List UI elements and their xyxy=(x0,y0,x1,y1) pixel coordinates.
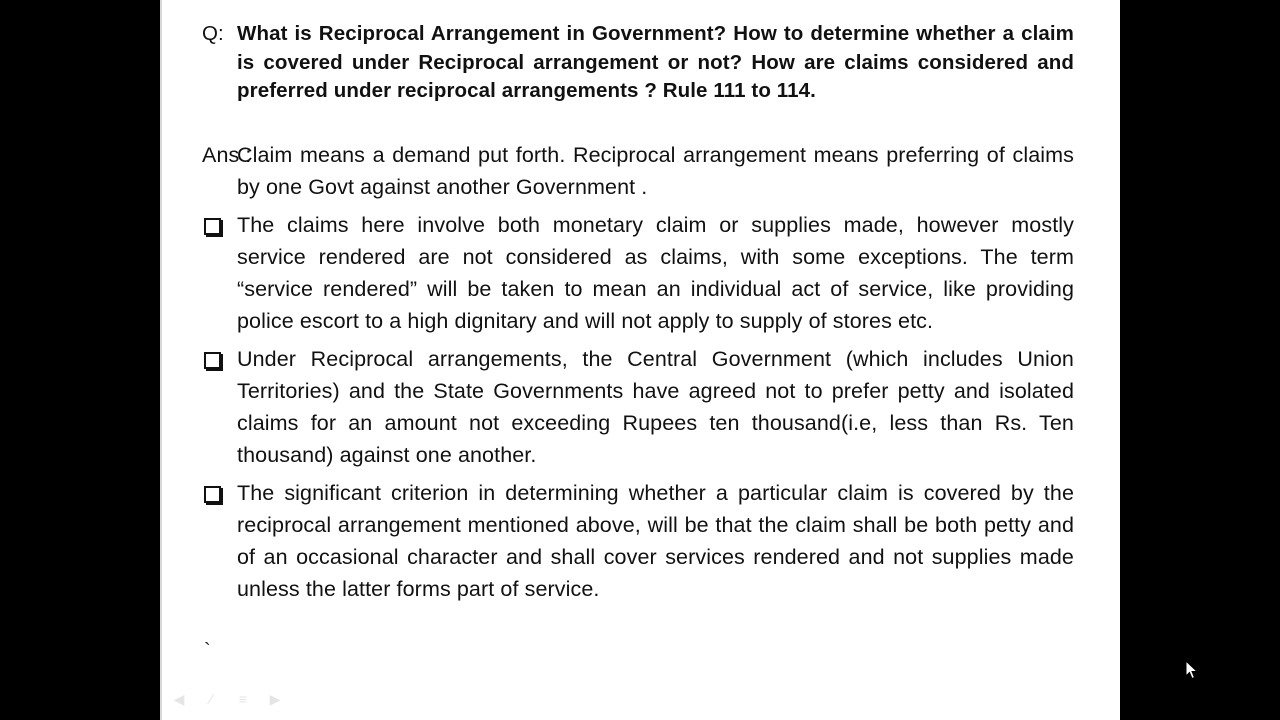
stray-backtick-mark: ` xyxy=(204,640,211,662)
bullet-text: Under Reciprocal arrangements, the Central Government (which includes Union Territories) and the State Governments have agreed not to prefer petty and isolated claims for an amount not exceeding Rupees ten thousand(i.e, less than Rs. Ten thousand) against one another. xyxy=(237,346,1074,467)
bullet-item xyxy=(202,343,1074,471)
next-icon[interactable]: ▶ xyxy=(269,690,281,707)
answer-text: Claim means a demand put forth. Reciprocal arrangement means preferring of claims by one Govt against another Government . xyxy=(237,142,1074,199)
bullet-text: The claims here involve both monetary claim or supplies made, however mostly service rendered are not considered as claims, with some exceptions. The term “service rendered” will be taken to mean an individual act of service, like providing police escort to a high dignitary and will not apply to supply of stores etc. xyxy=(237,212,1074,333)
mouse-cursor-icon xyxy=(1185,660,1199,685)
answer-paragraph xyxy=(202,139,1074,203)
bullet-text: The significant criterion in determining whether a particular claim is covered by the reciprocal arrangement mentioned above, will be that the claim shall be both petty and of an occasional character and shall cover services rendered and not supplies made unless the latter forms part of service. xyxy=(237,480,1074,601)
slide xyxy=(160,0,1120,720)
question-paragraph xyxy=(202,20,1074,106)
previous-icon[interactable]: ◀ xyxy=(173,690,185,707)
question-text: What is Reciprocal Arrangement in Government? How to determine whether a claim is covered under Reciprocal arrangement or not? How are claims considered and preferred under reciprocal arrangements ? Rule 111 to 114. xyxy=(237,22,1074,102)
answer-label: Ans : xyxy=(202,142,252,167)
question-label: Q: xyxy=(202,22,224,45)
pen-icon[interactable]: ∕ xyxy=(209,691,213,707)
checkbox-bullet-icon xyxy=(204,352,221,369)
menu-icon[interactable]: ≡ xyxy=(238,691,248,707)
slideshow-navigation xyxy=(170,690,284,712)
checkbox-bullet-icon xyxy=(204,486,221,503)
slide-border xyxy=(160,0,162,720)
bullet-item xyxy=(202,209,1074,337)
checkbox-bullet-icon xyxy=(204,218,221,235)
slide-content xyxy=(202,20,1074,611)
bullet-item xyxy=(202,477,1074,605)
